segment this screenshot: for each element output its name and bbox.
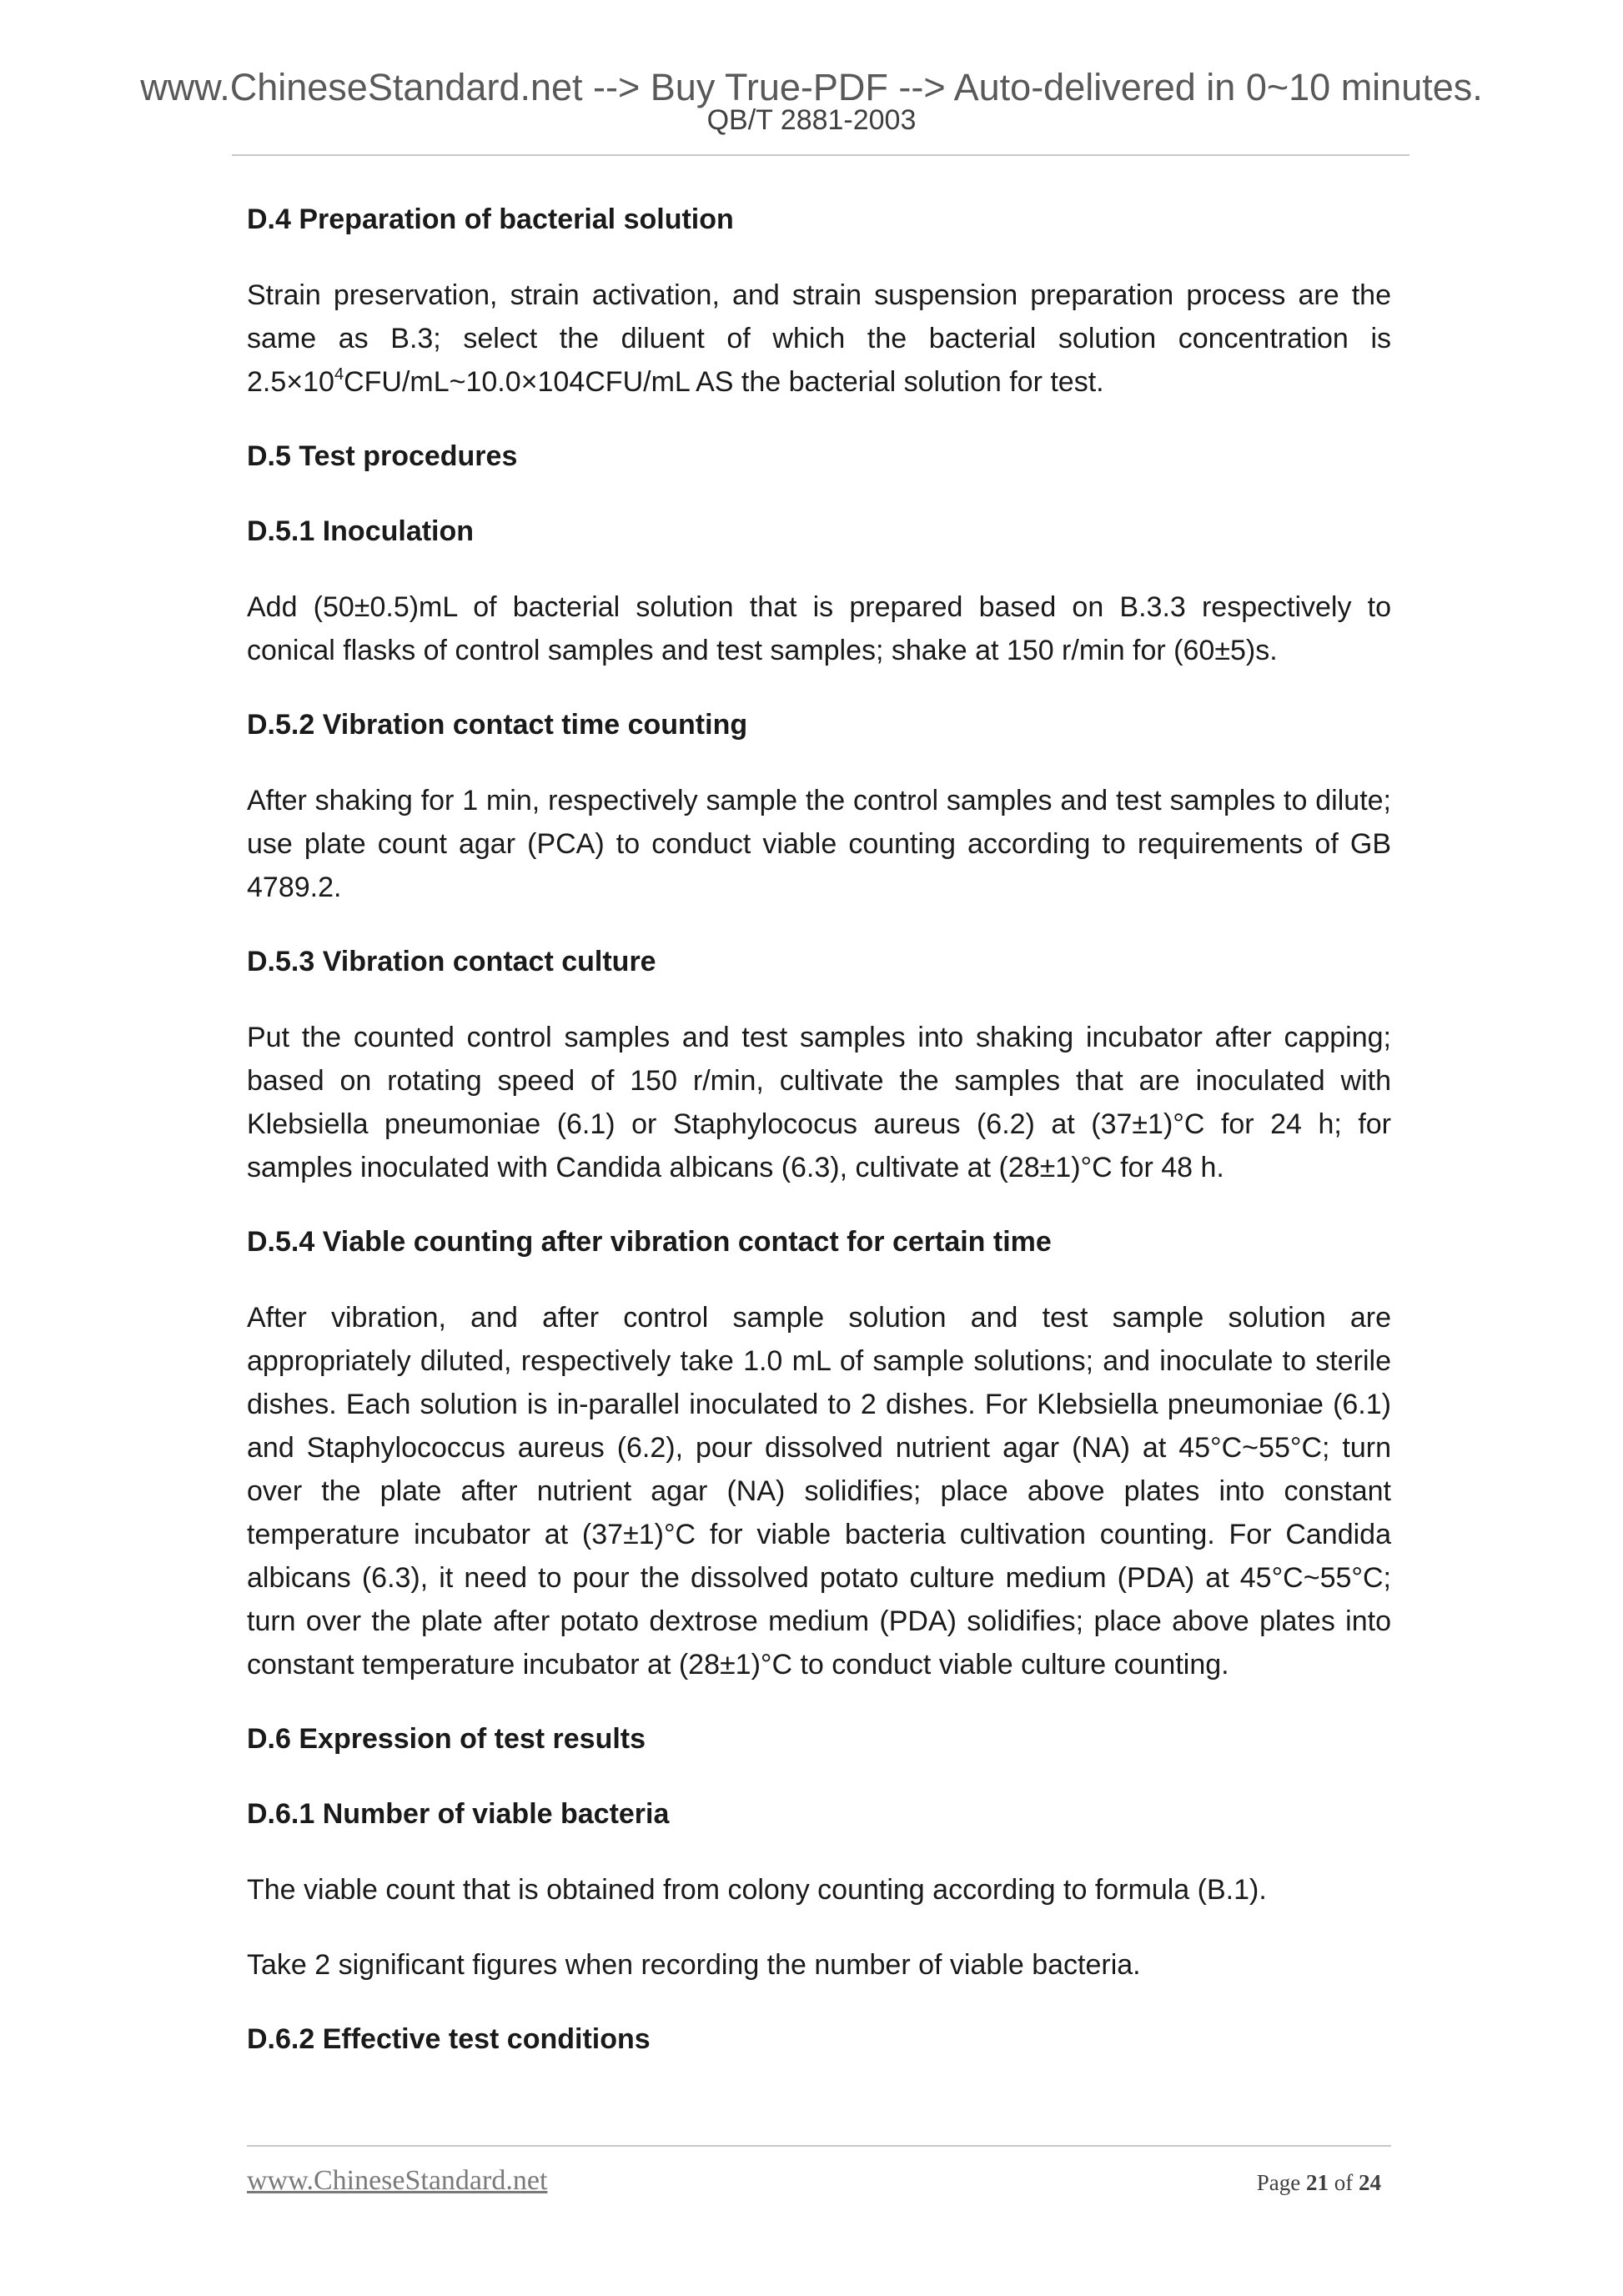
footer-site-link[interactable]: www.ChineseStandard.net <box>247 2165 548 2196</box>
superscript: 4 <box>334 365 344 384</box>
page-indicator <box>1257 2170 1381 2196</box>
text-line <box>247 360 1391 404</box>
heading-d6: D.6 Expression of test results <box>247 1723 646 1755</box>
paragraph-d61-a <box>247 1868 1391 1912</box>
text-line: Put the counted control samples and test samples into shaking incubator after capping; <box>247 1022 1391 1053</box>
heading-d4: D.4 Preparation of bacterial solution <box>247 203 734 235</box>
text-line: After shaking for 1 min, respectively sample the control samples and test samples to dilute; <box>247 785 1391 816</box>
text-line: The viable count that is obtained from colony counting according to formula (B.1). <box>247 1874 1267 1906</box>
text-line: Take 2 significant figures when recording the number of viable bacteria. <box>247 1949 1141 1981</box>
paragraph-d61-b <box>247 1943 1391 1987</box>
text-fragment: CFU/mL~10.0×104CFU/mL AS the bacterial solution for test. <box>344 366 1104 398</box>
document-body <box>247 198 1391 2093</box>
page-number: 21 <box>1306 2170 1329 2195</box>
heading-d62: D.6.2 Effective test conditions <box>247 2023 651 2055</box>
header-banner: www.ChineseStandard.net --> Buy True-PDF --> Auto-delivered in 0~10 minutes. <box>140 66 1483 108</box>
text-line: based on rotating speed of 150 r/min, cultivate the samples that are inoculated with <box>247 1065 1391 1097</box>
of-word: of <box>1334 2170 1354 2195</box>
heading-d52: D.5.2 Vibration contact time counting <box>247 709 748 741</box>
paragraph-d54 <box>247 1296 1391 1686</box>
text-line: appropriately diluted, respectively take 1.0 mL of sample solutions; and inoculate to sterile <box>247 1345 1391 1377</box>
text-line: 4789.2. <box>247 872 342 903</box>
heading-d54: D.5.4 Viable counting after vibration contact for certain time <box>247 1226 1052 1258</box>
page-word: Page <box>1256 2170 1301 2195</box>
text-line: and Staphylococcus aureus (6.2), pour dissolved nutrient agar (NA) at 45°C~55°C; turn <box>247 1432 1391 1464</box>
text-line: temperature incubator at (37±1)°C for viable bacteria cultivation counting. For Candida <box>247 1519 1391 1550</box>
paragraph-d4 <box>247 274 1391 404</box>
text-line: same as B.3; select the diluent of which the bacterial solution concentration is <box>247 323 1391 354</box>
text-line: albicans (6.3), it need to pour the dissolved potato culture medium (PDA) at 45°C~55°C; <box>247 1562 1391 1594</box>
footer-divider <box>247 2145 1391 2147</box>
text-line: samples inoculated with Candida albicans (6.3), cultivate at (28±1)°C for 48 h. <box>247 1152 1224 1183</box>
text-line: over the plate after nutrient agar (NA) solidifies; place above plates into constant <box>247 1475 1391 1507</box>
header-divider <box>232 154 1409 156</box>
text-line: use plate count agar (PCA) to conduct viable counting according to requirements of GB <box>247 828 1391 860</box>
heading-d5: D.5 Test procedures <box>247 440 518 472</box>
paragraph-d51 <box>247 585 1391 672</box>
paragraph-d53 <box>247 1016 1391 1189</box>
standard-number: QB/T 2881-2003 <box>706 104 917 136</box>
text-line: Klebsiella pneumoniae (6.1) or Staphylococus aureus (6.2) at (37±1)°C for 24 h; for <box>247 1108 1391 1140</box>
text-line: Strain preservation, strain activation, and strain suspension preparation process are the <box>247 279 1391 311</box>
heading-d51: D.5.1 Inoculation <box>247 515 475 547</box>
text-fragment: 2.5×10 <box>247 366 334 398</box>
total-pages: 24 <box>1359 2170 1381 2195</box>
text-line: conical flasks of control samples and test samples; shake at 150 r/min for (60±5)s. <box>247 635 1278 666</box>
text-line: turn over the plate after potato dextrose medium (PDA) solidifies; place above plates into <box>247 1605 1391 1637</box>
heading-d53: D.5.3 Vibration contact culture <box>247 946 656 977</box>
text-line: constant temperature incubator at (28±1)°C to conduct viable culture counting. <box>247 1649 1229 1681</box>
text-line: Add (50±0.5)mL of bacterial solution that is prepared based on B.3.3 respectively to <box>247 591 1391 623</box>
paragraph-d52 <box>247 779 1391 909</box>
heading-d61: D.6.1 Number of viable bacteria <box>247 1798 670 1830</box>
text-line: After vibration, and after control sample solution and test sample solution are <box>247 1302 1391 1334</box>
text-line: dishes. Each solution is in-parallel inoculated to 2 dishes. For Klebsiella pneumoniae (6.1) <box>247 1389 1391 1420</box>
